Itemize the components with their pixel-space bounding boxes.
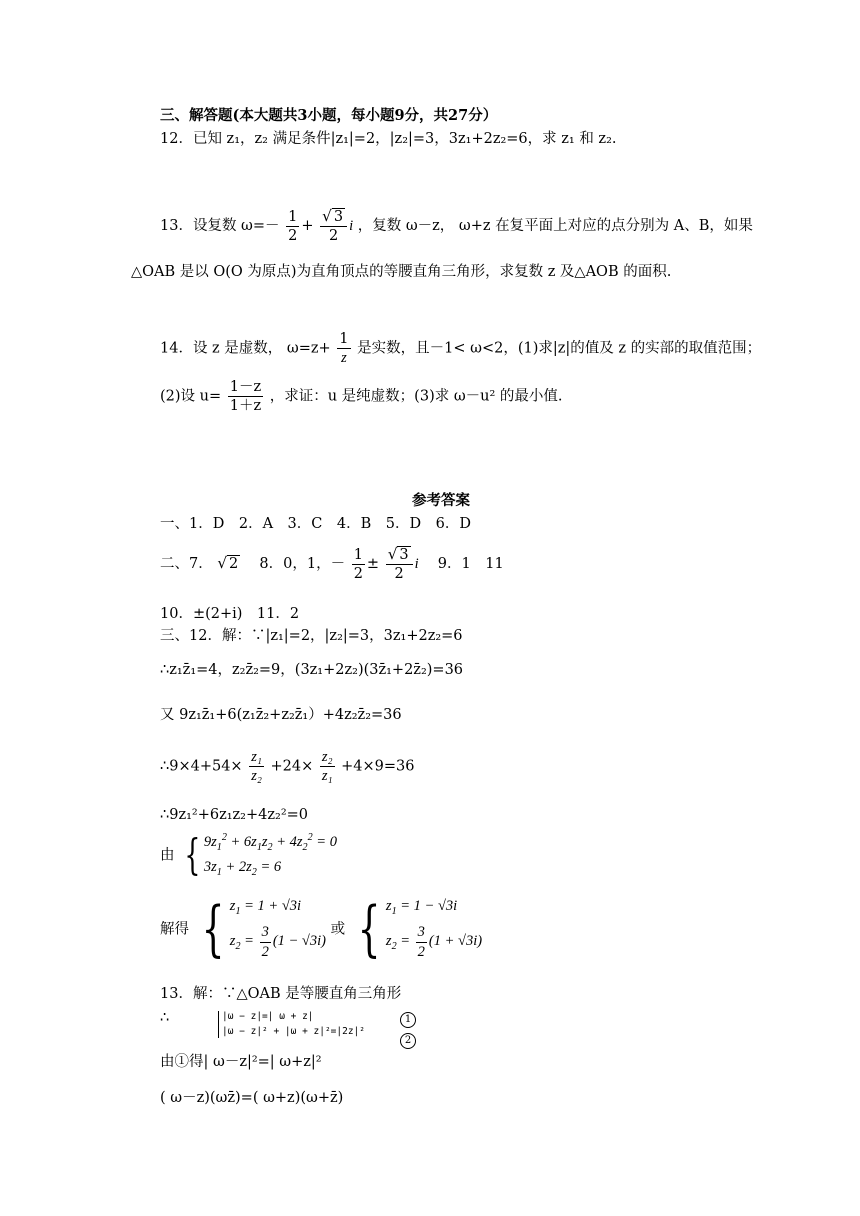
circled-two — [400, 1031, 416, 1049]
system-rows — [386, 898, 482, 961]
answer-12-line-5: ∴9z₁²+6z₁z₂+4z₂²=0 — [160, 807, 309, 823]
num — [386, 545, 413, 565]
den: 1＋z — [229, 398, 262, 415]
question-14-line-1 — [160, 330, 761, 367]
den: 2 — [394, 566, 404, 583]
den: 2 — [329, 228, 339, 245]
q13-text-a: 13．设复数 ω=－ — [160, 218, 280, 235]
question-12: 12．已知 z₁，z₂ 满足条件|z₁|=2，|z₂|=3，3z₁+2z₂=6，求 z₁ 和 z₂. — [160, 131, 617, 147]
answer-12-line-1: 三、12．解：∵|z₁|=2，|z₂|=3，3z₁+2z₂=6 — [160, 628, 463, 644]
answer-12-line-2: ∴z₁z̄₁=4，z₂z̄₂=9，(3z₁+2z₂)(3z̄₁+2z̄₂)=36 — [160, 662, 464, 678]
radicand: 3 — [399, 547, 409, 563]
q14-text-d: ，求证：u 是纯虚数；(3)求 ω－u² 的最小值. — [269, 388, 563, 405]
imag-unit: i — [349, 218, 354, 235]
system-rows — [230, 898, 326, 961]
equation-1: $9z_1^2 + 6z_1z_2 + 4z_2^2 = 0$ — [203, 832, 337, 853]
equation-13-1: |ω − z|=| ω + z| — [222, 1011, 314, 1022]
answer-line-3: 10．±(2+i) 11．2 — [160, 606, 300, 622]
fraction-u — [228, 378, 263, 415]
circled-one — [400, 1010, 416, 1028]
imag-unit: i — [414, 556, 419, 573]
num: 1－z — [228, 378, 263, 397]
answer-13-line-3: 由①得| ω－z|²=| ω+z|² — [160, 1054, 322, 1070]
num: z₂ — [320, 748, 335, 767]
solution-z2: $z_2$ = $\frac{3}{2}$ (1 − √3i) — [229, 924, 326, 960]
question-13-line-2: △OAB 是以 O(O 为原点)为直角顶点的等腰直角三角形，求复数 z 及△AOB 的面积. — [131, 264, 672, 280]
den: 2 — [353, 565, 363, 582]
or-text: 或 — [330, 921, 346, 938]
brace: { — [201, 894, 225, 965]
sqrt-2 — [217, 554, 240, 573]
sqrt — [388, 545, 411, 564]
answer-12-line-3: 又 9z₁z̄₁+6(z₁z̄₂+z₂z̄₁）+4z₂z̄₂=36 — [160, 707, 402, 723]
num: 1 — [352, 546, 365, 565]
radicand: 3 — [333, 209, 344, 225]
radicand: 2 — [229, 556, 239, 573]
system-rows — [204, 834, 337, 877]
solution-z2-alt: $z_2$ = $\frac{3}{2}$ (1 + √3i) — [385, 924, 483, 960]
num: z₁ — [249, 748, 264, 767]
den: z — [341, 350, 347, 367]
q13-text-b: ，复数 ω－z， ω+z 在复平面上对应的点分别为 A、B，如果 — [357, 218, 753, 235]
fraction-sqrt3-half — [386, 545, 413, 583]
ans2-text-b: 8．0，1，－ — [244, 556, 346, 573]
answer-12-solution — [160, 894, 483, 965]
radical-sign: √ — [322, 207, 332, 225]
equation-system — [179, 830, 337, 880]
num: 1 — [337, 330, 350, 349]
den: 2 — [288, 227, 298, 244]
question-13-line-1: 13．设复数 ω=－ $\frac{1}{2}$ + $\frac{√ 3}{2}$ i ，复数 ω－z， ω+z 在复平面上对应的点分别为 A、B，如果 — [160, 207, 753, 245]
den: 2 — [417, 943, 425, 960]
fraction-sqrt3-half — [320, 207, 347, 245]
den: 2 — [261, 943, 269, 960]
radical-sign: √ — [387, 545, 398, 563]
answers-title: 参考答案 — [412, 492, 470, 509]
fraction-one-over-z — [337, 330, 350, 367]
equation-13-2: |ω − z|² + |ω + z|²=|2z|² — [222, 1026, 365, 1038]
therefore: ∴ — [160, 1010, 170, 1026]
num — [320, 207, 347, 227]
num: 3 — [260, 923, 271, 942]
equation-2: $3z_1 + 2z_2 = 6$ — [203, 859, 282, 879]
answer-line-2: 二、7． √ 2 8．0，1，－ $\frac{1}{2}$ ± $\frac{√ 3}{2}$ i 9．1 11 — [160, 545, 504, 583]
q14-text-c: (2)设 u= — [160, 388, 222, 405]
num: 1 — [286, 208, 299, 227]
fraction-three-halves — [260, 923, 271, 960]
ans12-4-b: +24× — [270, 758, 314, 775]
question-14-line-2 — [160, 378, 563, 415]
fraction-z2-over-z1 — [320, 748, 335, 785]
q14-text-a: 14．设 z 是虚数， ω=z+ — [160, 340, 331, 357]
ans12-7-a: 解得 — [160, 921, 189, 938]
ans12-4-a: ∴9×4+54× — [160, 758, 243, 775]
answer-12-line-4 — [160, 748, 415, 785]
brace: { — [357, 894, 381, 965]
den: z₁ — [321, 768, 333, 785]
solution-system-2 — [350, 894, 483, 965]
num: 3 — [416, 923, 427, 942]
ans12-6-a: 由 — [160, 847, 175, 864]
answer-13-system — [218, 1011, 365, 1038]
fraction-three-halves — [416, 923, 427, 960]
den: z₂ — [251, 768, 262, 785]
radical-sign: √ — [217, 554, 228, 573]
sqrt — [322, 207, 345, 226]
answer-13-line-1: 13．解：∵△OAB 是等腰直角三角形 — [160, 986, 402, 1002]
fraction-one-half — [286, 208, 299, 245]
fraction-z1-over-z2 — [249, 748, 264, 785]
circled-number: 2 — [400, 1033, 416, 1049]
answer-line-1: 一、1．D 2．A 3．C 4．B 5．D 6．D — [160, 516, 471, 532]
answer-13-line-2 — [160, 1010, 169, 1027]
ans2-text-c: 9．1 11 — [423, 556, 504, 573]
circled-number: 1 — [400, 1012, 416, 1028]
answer-13-line-4: ( ω－z)(ωz̄)=( ω+z)(ω+z̄) — [160, 1090, 344, 1106]
section-title: 三、解答题(本大题共3小题，每小题9分，共27分） — [160, 107, 498, 124]
solution-z1-alt: $z_1 = 1 - √3i$ — [385, 898, 458, 917]
ans2-text-a: 二、7． — [160, 556, 213, 573]
solution-system-1 — [194, 894, 326, 965]
ans12-4-c: +4×9=36 — [341, 758, 415, 775]
brace: { — [184, 830, 201, 880]
q14-text-b: 是实数，且－1< ω<2，(1)求|z|的值及 z 的实部的取值范围； — [357, 340, 762, 357]
answer-12-system-1 — [160, 830, 337, 880]
solution-z1: $z_1 = 1 + √3i$ — [229, 898, 302, 917]
fraction-one-half — [352, 546, 365, 583]
